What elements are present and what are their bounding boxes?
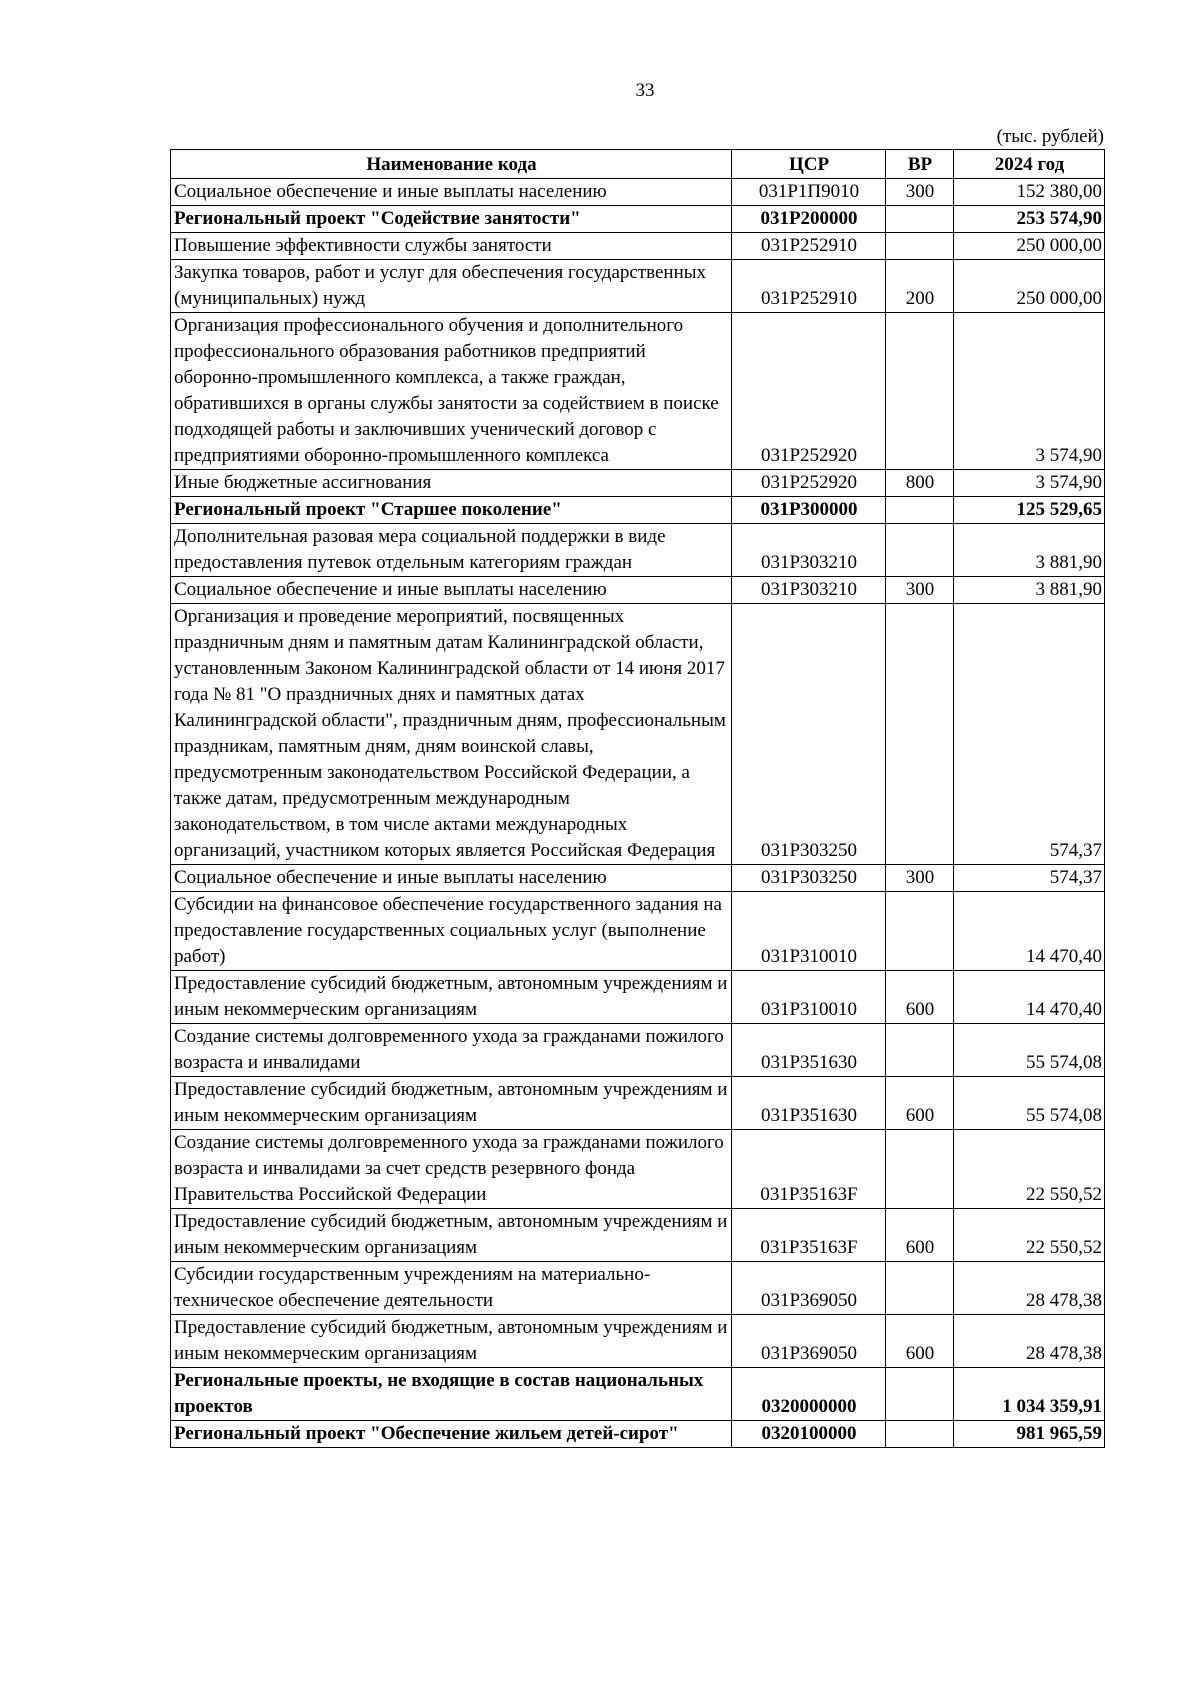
cell-vr: 600 — [886, 1077, 954, 1130]
cell-sum: 3 574,90 — [954, 470, 1105, 497]
table-row — [171, 1262, 1105, 1315]
cell-name: Иные бюджетные ассигнования — [171, 470, 732, 497]
cell-vr: 300 — [886, 577, 954, 604]
table-row — [171, 1024, 1105, 1077]
cell-csr: 031P303250 — [732, 865, 886, 892]
cell-vr — [886, 497, 954, 524]
cell-vr: 800 — [886, 470, 954, 497]
cell-sum: 1 034 359,91 — [954, 1368, 1105, 1421]
cell-name: Социальное обеспечение и иные выплаты населению — [171, 179, 732, 206]
table-row — [171, 1209, 1105, 1262]
table-row — [171, 1130, 1105, 1209]
cell-csr: 031P369050 — [732, 1262, 886, 1315]
cell-name: Субсидии государственным учреждениям на материально-техническое обеспечение деятельности — [171, 1262, 732, 1315]
table-row — [171, 1421, 1105, 1448]
cell-vr — [886, 233, 954, 260]
cell-name: Повышение эффективности службы занятости — [171, 233, 732, 260]
cell-csr: 031P252920 — [732, 470, 886, 497]
cell-sum: 253 574,90 — [954, 206, 1105, 233]
cell-name: Предоставление субсидий бюджетным, автономным учреждениям и иным некоммерческим организациям — [171, 1315, 732, 1368]
cell-sum: 55 574,08 — [954, 1077, 1105, 1130]
cell-vr — [886, 1368, 954, 1421]
header-vr: ВР — [886, 150, 954, 179]
cell-vr: 600 — [886, 1315, 954, 1368]
table-header-row — [171, 150, 1105, 179]
cell-vr — [886, 1024, 954, 1077]
cell-name: Создание системы долговременного ухода за гражданами пожилого возраста и инвалидами за счет средств резервного фонда Правительства Российской Федерации — [171, 1130, 732, 1209]
table-row — [171, 865, 1105, 892]
cell-name: Социальное обеспечение и иные выплаты населению — [171, 577, 732, 604]
cell-csr: 031P300000 — [732, 497, 886, 524]
cell-name: Региональный проект "Обеспечение жильем детей-сирот" — [171, 1421, 732, 1448]
cell-sum: 250 000,00 — [954, 260, 1105, 313]
cell-sum: 28 478,38 — [954, 1315, 1105, 1368]
cell-sum: 3 574,90 — [954, 313, 1105, 470]
cell-vr: 300 — [886, 179, 954, 206]
cell-csr: 031P310010 — [732, 971, 886, 1024]
cell-csr: 0320000000 — [732, 1368, 886, 1421]
cell-sum: 22 550,52 — [954, 1130, 1105, 1209]
page-number: 33 — [635, 80, 655, 101]
cell-sum: 3 881,90 — [954, 524, 1105, 577]
header-name: Наименование кода — [171, 150, 732, 179]
cell-name: Закупка товаров, работ и услуг для обеспечения государственных (муниципальных) нужд — [171, 260, 732, 313]
cell-name: Организация и проведение мероприятий, посвященных праздничным дням и памятным датам Калининградской области, установленным Законом Калининградской области от 14 июня 2017 года № 81 "О праздничных днях и памятных датах Калининградской области", праздничным дням, профессиональным праздникам, памятным дням, дням воинской славы, предусмотренным законодательством Российской Федерации, а также датам, предусмотренным международным законодательством, в том числе актами международных организаций, участником которых является Российская Федерация — [171, 604, 732, 865]
cell-sum: 28 478,38 — [954, 1262, 1105, 1315]
cell-csr: 031P35163F — [732, 1130, 886, 1209]
table-row — [171, 892, 1105, 971]
cell-sum: 574,37 — [954, 604, 1105, 865]
cell-sum: 125 529,65 — [954, 497, 1105, 524]
cell-name: Создание системы долговременного ухода за гражданами пожилого возраста и инвалидами — [171, 1024, 732, 1077]
cell-csr: 031P369050 — [732, 1315, 886, 1368]
cell-name: Региональный проект "Содействие занятости" — [171, 206, 732, 233]
table-row — [171, 179, 1105, 206]
cell-csr: 031P351630 — [732, 1024, 886, 1077]
cell-vr — [886, 524, 954, 577]
cell-sum: 55 574,08 — [954, 1024, 1105, 1077]
table-row — [171, 971, 1105, 1024]
cell-name: Организация профессионального обучения и дополнительного профессионального образования работников предприятий оборонно-промышленного комплекса, а также граждан, обратившихся в органы службы занятости за содействием в поиске подходящей работы и заключивших ученический договор с предприятиями оборонно-промышленного комплекса — [171, 313, 732, 470]
cell-name: Региональный проект "Старшее поколение" — [171, 497, 732, 524]
cell-vr — [886, 1130, 954, 1209]
cell-sum: 574,37 — [954, 865, 1105, 892]
budget-table — [170, 149, 1105, 1448]
table-row — [171, 260, 1105, 313]
cell-sum: 250 000,00 — [954, 233, 1105, 260]
table-row — [171, 1368, 1105, 1421]
table-row — [171, 313, 1105, 470]
cell-vr — [886, 604, 954, 865]
cell-name: Социальное обеспечение и иные выплаты населению — [171, 865, 732, 892]
table-row — [171, 470, 1105, 497]
table-row — [171, 1315, 1105, 1368]
cell-csr: 031P35163F — [732, 1209, 886, 1262]
cell-vr: 600 — [886, 971, 954, 1024]
cell-csr: 031P310010 — [732, 892, 886, 971]
cell-name: Субсидии на финансовое обеспечение государственного задания на предоставление государственных социальных услуг (выполнение работ) — [171, 892, 732, 971]
cell-csr: 031P252910 — [732, 260, 886, 313]
cell-sum: 3 881,90 — [954, 577, 1105, 604]
cell-csr: 0320100000 — [732, 1421, 886, 1448]
cell-csr: 031P303210 — [732, 577, 886, 604]
cell-csr: 031P303210 — [732, 524, 886, 577]
table-row — [171, 604, 1105, 865]
cell-name: Предоставление субсидий бюджетным, автономным учреждениям и иным некоммерческим организациям — [171, 971, 732, 1024]
table-row — [171, 1077, 1105, 1130]
table-row — [171, 524, 1105, 577]
cell-vr — [886, 1421, 954, 1448]
table-row — [171, 497, 1105, 524]
cell-vr — [886, 892, 954, 971]
table-row — [171, 577, 1105, 604]
cell-sum: 152 380,00 — [954, 179, 1105, 206]
header-csr: ЦСР — [732, 150, 886, 179]
cell-csr: 031P1П9010 — [732, 179, 886, 206]
cell-sum: 14 470,40 — [954, 971, 1105, 1024]
cell-vr: 300 — [886, 865, 954, 892]
table-row — [171, 233, 1105, 260]
cell-name: Предоставление субсидий бюджетным, автономным учреждениям и иным некоммерческим организациям — [171, 1209, 732, 1262]
cell-vr: 600 — [886, 1209, 954, 1262]
cell-csr: 031P200000 — [732, 206, 886, 233]
units-label: (тыс. рублей) — [996, 126, 1104, 147]
cell-name: Предоставление субсидий бюджетным, автономным учреждениям и иным некоммерческим организациям — [171, 1077, 732, 1130]
header-year: 2024 год — [954, 150, 1105, 179]
cell-vr — [886, 1262, 954, 1315]
cell-name: Региональные проекты, не входящие в состав национальных проектов — [171, 1368, 732, 1421]
cell-vr — [886, 206, 954, 233]
cell-sum: 22 550,52 — [954, 1209, 1105, 1262]
cell-sum: 14 470,40 — [954, 892, 1105, 971]
cell-vr — [886, 313, 954, 470]
cell-csr: 031P252910 — [732, 233, 886, 260]
cell-sum: 981 965,59 — [954, 1421, 1105, 1448]
table-row — [171, 206, 1105, 233]
cell-csr: 031P252920 — [732, 313, 886, 470]
cell-name: Дополнительная разовая мера социальной поддержки в виде предоставления путевок отдельным категориям граждан — [171, 524, 732, 577]
cell-csr: 031P351630 — [732, 1077, 886, 1130]
cell-csr: 031P303250 — [732, 604, 886, 865]
cell-vr: 200 — [886, 260, 954, 313]
